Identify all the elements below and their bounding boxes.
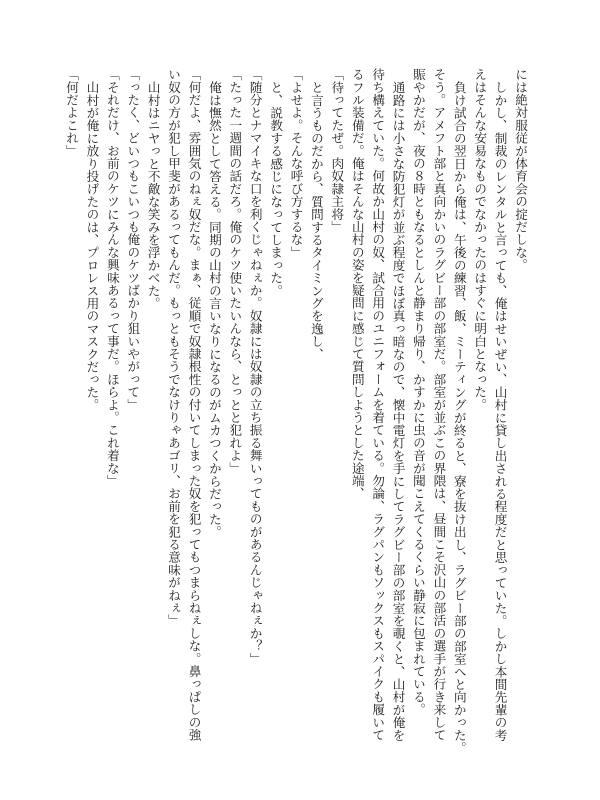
text-line: 賑やかだが、夜の８時ともなるとしんと静まり帰り、かすかに虫の音が聞こえてくるくらい静寂に包まれている。 bbox=[410, 68, 426, 716]
text-line: 「何だよ、雰囲気のねぇ奴だな。まぁ、従順で奴隷根性の付いてしまった奴を犯ってもつまらねぇしな。鼻っぱしの強 bbox=[186, 68, 202, 742]
text-line: 「たった一週間の話だろ。俺のケツ使いたいんなら、とっとと犯れよ」 bbox=[227, 68, 243, 475]
text-line: そう。アメフト部と真向かいのラグビー部の部室だ。部室が並ぶこの界隈は、昼間こそ沢山の部活の選手が行き来して bbox=[431, 68, 447, 742]
text-line: 俺は憮然として答える。同期の山村の言いなりになるのがムカつくからだった。 bbox=[206, 80, 222, 538]
text-line: 「随分とナマイキな口を利くじゃねぇか。奴隷には奴隷の立ち振る舞いってものがあるんじゃねぇか？」 bbox=[247, 68, 263, 665]
text-line: 「それだけ、お前のケツにみんな興味あるって事だ。ほらよ。これ着な」 bbox=[104, 68, 120, 488]
text-line: 山村はニヤっと不敵な笑みを浮かべた。 bbox=[145, 80, 161, 310]
text-line: るフル装備だ。俺はそんな山村の姿を疑問に感じて質問しようとした途端、 bbox=[349, 68, 365, 500]
text-line: 「待ってたぜ。肉奴隷主将」 bbox=[329, 68, 345, 234]
text-line: い奴の方が犯し甲斐があるってもんだ。もっともそうでなけりゃあゴリ、お前を犯る意味がねぇ」 bbox=[166, 68, 182, 627]
text-line: 通路には小さな防犯灯が並ぶ程度でほぼ真っ暗なので、懐中電灯を手にしてラグビー部の部室を覗くと、山村が俺を bbox=[390, 80, 406, 741]
vertical-text-body bbox=[61, 68, 530, 754]
text-line: 待ち構えていた。何故か山村の奴、試合用のユニフォームを着ている。勿論、ラグパンもソックスもスパイクも履いて bbox=[370, 68, 386, 742]
text-line: と、説教する感じになってしまった。 bbox=[268, 80, 284, 297]
text-line: えはそんな安易なものでなかったのはすぐに明白となった。 bbox=[472, 68, 488, 411]
text-line: には絶対服従が体育会の掟だしな。 bbox=[513, 68, 528, 272]
text-line: 負け試合の翌日から俺は、午後の練習、飯、ミーティングが終ると、寮を抜け出し、ラグビー部の部室へと向かった。 bbox=[451, 80, 467, 754]
text-line: 「ったく、どいつもこいつも俺のケツばかり狙いやがって」 bbox=[125, 68, 141, 411]
text-line: 「何だよこれ」 bbox=[64, 68, 80, 157]
text-line: 「よせよ。そんな呼び方するな」 bbox=[288, 68, 304, 259]
text-line: 山村が俺に放り投げたのは、プロレス用のマスクだった。 bbox=[84, 80, 100, 411]
text-line: しかし、制裁のレンタルと言っても、俺はせいぜい、山村に貸し出される程度だと思っていた。しかし本間先輩の考 bbox=[492, 80, 508, 741]
text-line: と言うものだから、質問するタイミングを逸し、 bbox=[308, 80, 324, 360]
